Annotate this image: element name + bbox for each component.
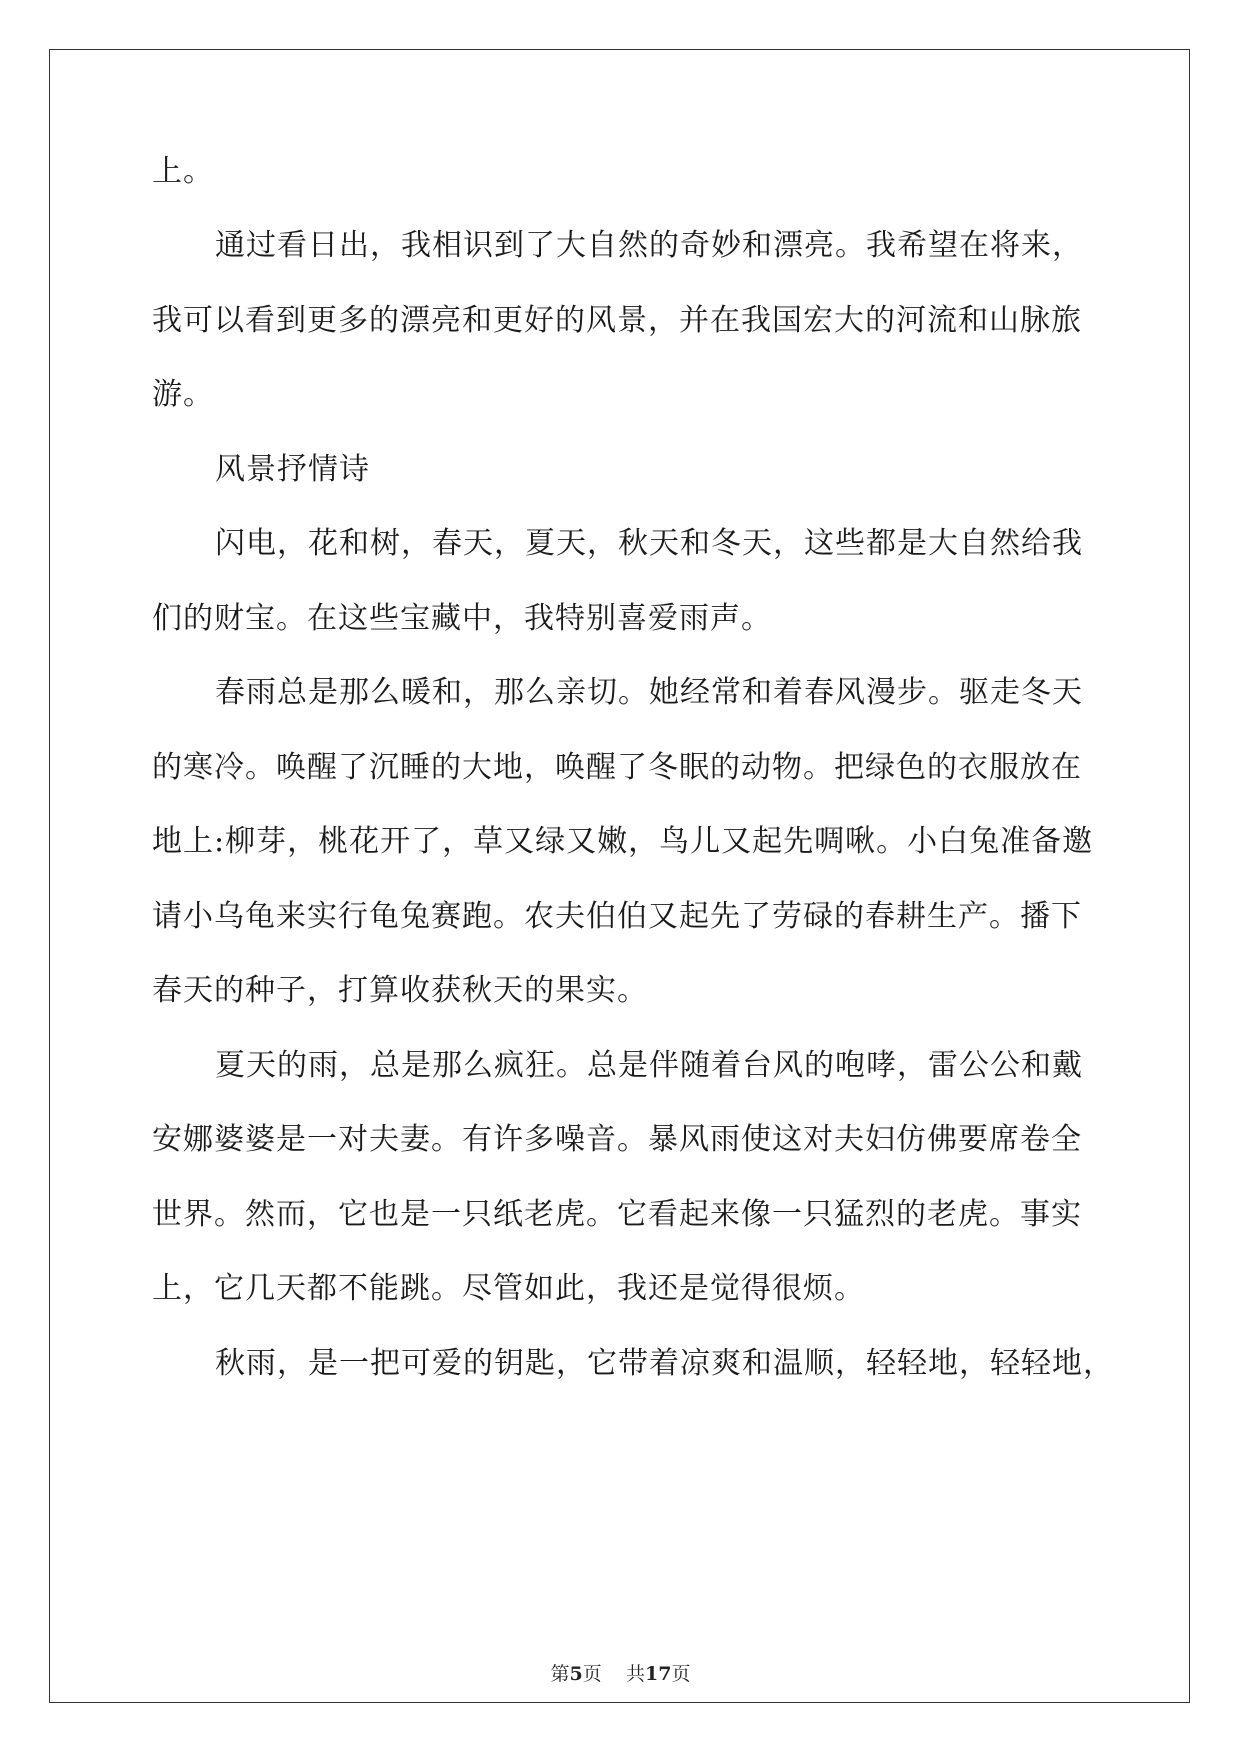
text-line: 们的财宝。在这些宝藏中，我特别喜爱雨声。 (152, 601, 772, 636)
text-line: 春雨总是那么暖和，那么亲切。她经常和着春风漫步。驱走冬天 (215, 675, 1083, 710)
text-line: 上，它几天都不能跳。尽管如此，我还是觉得很烦。 (152, 1271, 865, 1306)
text-line: 秋雨，是一把可爱的钥匙，它带着凉爽和温顺，轻轻地，轻轻地， (215, 1346, 1114, 1381)
text-line: 通过看日出，我相识到了大自然的奇妙和漂亮。我希望在将来， (215, 228, 1083, 263)
text-line: 世界。然而，它也是一只纸老虎。它看起来像一只猛烈的老虎。事实 (152, 1197, 1082, 1232)
text-line: 安娜婆婆是一对夫妻。有许多噪音。暴风雨使这对夫妇仿佛要席卷全 (152, 1122, 1082, 1157)
section-heading: 风景抒情诗 (215, 452, 370, 487)
text-line: 我可以看到更多的漂亮和更好的风景，并在我国宏大的河流和山脉旅 (152, 303, 1082, 338)
text-line: 闪电，花和树，春天，夏天，秋天和冬天，这些都是大自然给我 (215, 526, 1083, 561)
text-line: 的寒冷。唤醒了沉睡的大地，唤醒了冬眠的动物。把绿色的衣服放在 (152, 750, 1082, 785)
page-footer (0, 1662, 1241, 1686)
text-line: 请小乌龟来实行龟兔赛跑。农夫伯伯又起先了劳碌的春耕生产。播下 (152, 899, 1082, 934)
text-line: 上。 (152, 154, 214, 189)
total-prefix: 共 (625, 1663, 645, 1685)
page-prefix: 第 (550, 1663, 570, 1685)
text-line: 春天的种子，打算收获秋天的果实。 (152, 973, 648, 1008)
page-border (49, 49, 1190, 1703)
text-line: 夏天的雨，总是那么疯狂。总是伴随着台风的咆哮，雷公公和戴 (215, 1048, 1083, 1083)
total-pages: 17 (644, 1663, 672, 1685)
text-line: 地上:柳芽，桃花开了，草又绿又嫩，鸟儿又起先啁啾。小白兔准备邀 (152, 824, 1094, 859)
text-line: 游。 (152, 377, 214, 412)
total-suffix: 页 (671, 1663, 691, 1685)
page-number: 5 (569, 1663, 583, 1685)
page-suffix: 页 (582, 1663, 602, 1685)
